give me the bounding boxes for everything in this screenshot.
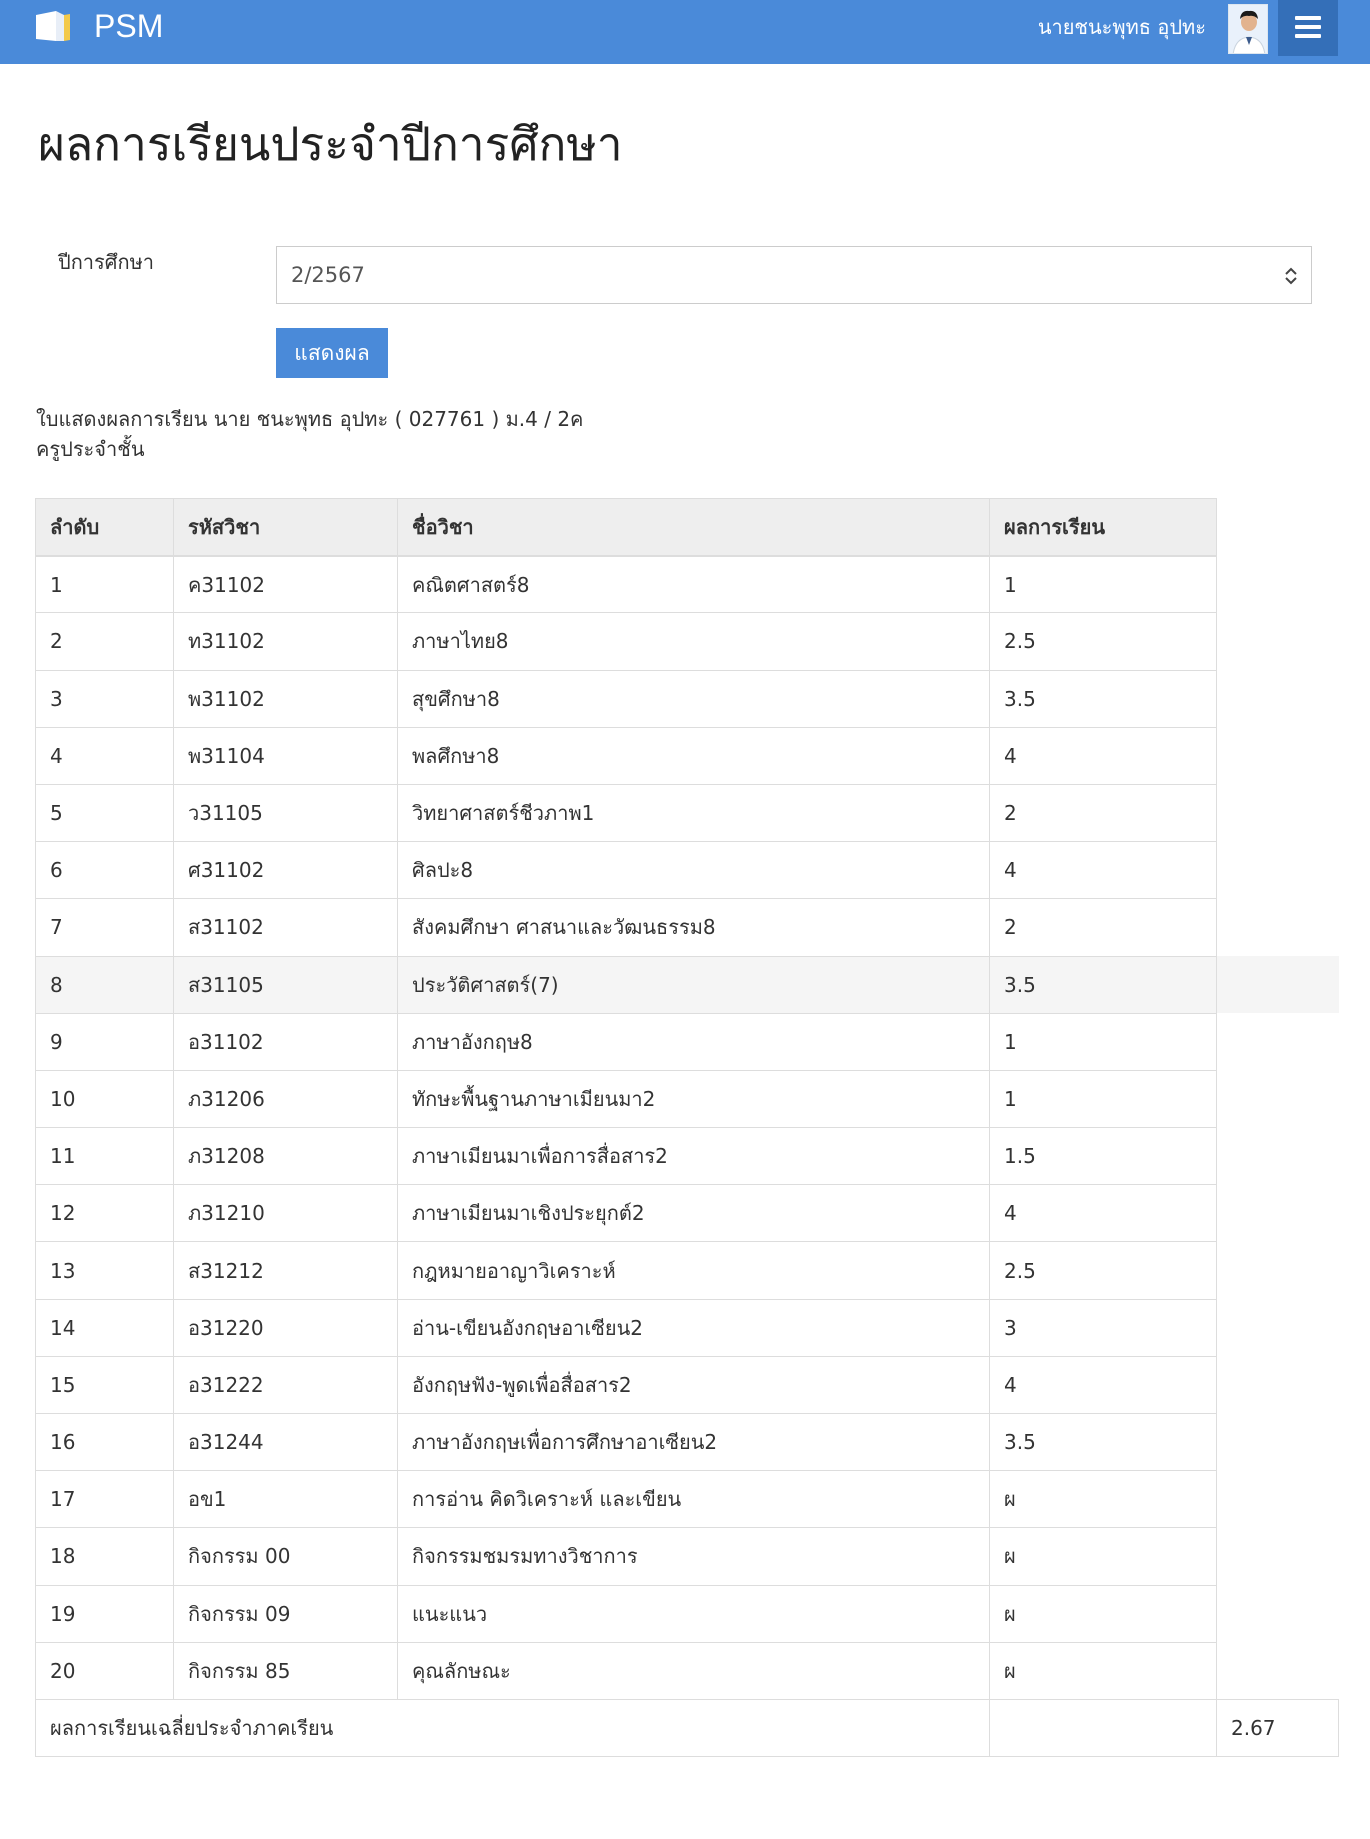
cell-name: แนะแนว [398,1585,990,1642]
row-spacer [1217,956,1339,1013]
cell-grade: 3 [990,1299,1217,1356]
cell-no: 9 [36,1013,174,1070]
row-spacer [1217,842,1339,899]
header-spacer [1217,499,1339,556]
row-spacer [1217,727,1339,784]
cell-grade: ผ [990,1528,1217,1585]
cell-code: อ31222 [174,1356,398,1413]
row-spacer [1217,1642,1339,1699]
cell-grade: 2.5 [990,613,1217,670]
cell-code: ศ31102 [174,842,398,899]
report-homeroom-teacher: ครูประจำชั้น [36,437,145,461]
avatar[interactable] [1228,4,1268,54]
table-row [36,1414,1339,1471]
table-row [36,727,1339,784]
row-spacer [1217,1013,1339,1070]
cell-code: อ31220 [174,1299,398,1356]
row-spacer [1217,1585,1339,1642]
cell-code: พ31104 [174,727,398,784]
table-row [36,1471,1339,1528]
cell-grade: 4 [990,842,1217,899]
user-photo-icon [1229,5,1268,54]
cell-no: 7 [36,899,174,956]
cell-name: ภาษาอังกฤษ8 [398,1013,990,1070]
cell-no: 20 [36,1642,174,1699]
table-header-row [36,499,1339,556]
cell-no: 17 [36,1471,174,1528]
cell-name: ภาษาเมียนมาเพื่อการสื่อสาร2 [398,1128,990,1185]
cell-no: 5 [36,784,174,841]
cell-name: สุขศึกษา8 [398,670,990,727]
cell-no: 4 [36,727,174,784]
year-select[interactable] [276,246,1312,304]
cell-name: ศิลปะ8 [398,842,990,899]
row-spacer [1217,1471,1339,1528]
cell-name: อ่าน-เขียนอังกฤษอาเซียน2 [398,1299,990,1356]
table-row [36,1642,1339,1699]
show-results-button[interactable]: แสดงผล [276,328,388,378]
row-spacer [1217,1185,1339,1242]
cell-code: ส31105 [174,956,398,1013]
row-spacer [1217,1414,1339,1471]
book-logo-icon [34,9,74,43]
cell-no: 12 [36,1185,174,1242]
cell-no: 19 [36,1585,174,1642]
table-row [36,1013,1339,1070]
menu-toggle-button[interactable] [1278,0,1338,56]
up-down-chevron-icon [1283,264,1299,288]
year-label: ปีการศึกษา [58,250,154,274]
cell-grade: 1 [990,1013,1217,1070]
row-spacer [1217,670,1339,727]
table-row [36,1242,1339,1299]
cell-no: 16 [36,1414,174,1471]
cell-grade: 1 [990,556,1217,613]
hamburger-icon-bar [1295,16,1321,20]
cell-grade: 3.5 [990,670,1217,727]
cell-grade: 2 [990,899,1217,956]
row-spacer [1217,556,1339,613]
cell-name: กิจกรรมชมรมทางวิชาการ [398,1528,990,1585]
cell-no: 11 [36,1128,174,1185]
brand-name[interactable]: PSM [94,8,164,44]
average-value: 2.67 [1217,1699,1339,1756]
cell-no: 13 [36,1242,174,1299]
cell-grade: ผ [990,1642,1217,1699]
row-spacer [1217,899,1339,956]
year-select-value: 2/2567 [291,263,365,287]
cell-code: ค31102 [174,556,398,613]
header-no[interactable]: ลำดับ [36,499,174,556]
table-row [36,1528,1339,1585]
cell-name: คณิตศาสตร์8 [398,556,990,613]
cell-code: พ31102 [174,670,398,727]
cell-code: กิจกรรม 00 [174,1528,398,1585]
cell-grade: 4 [990,1356,1217,1413]
table-row [36,899,1339,956]
cell-name: ภาษาไทย8 [398,613,990,670]
average-row [36,1699,1339,1756]
cell-name: วิทยาศาสตร์ชีวภาพ1 [398,784,990,841]
cell-code: อข1 [174,1471,398,1528]
cell-grade: ผ [990,1471,1217,1528]
table-row [36,613,1339,670]
row-spacer [1217,1299,1339,1356]
cell-name: ประวัติศาสตร์(7) [398,956,990,1013]
cell-no: 8 [36,956,174,1013]
row-spacer [1217,613,1339,670]
cell-no: 10 [36,1070,174,1127]
table-row [36,956,1339,1013]
row-spacer [1217,1528,1339,1585]
cell-code: ภ31206 [174,1070,398,1127]
cell-grade: ผ [990,1585,1217,1642]
cell-no: 2 [36,613,174,670]
cell-name: พลศึกษา8 [398,727,990,784]
cell-code: อ31244 [174,1414,398,1471]
cell-code: ว31105 [174,784,398,841]
cell-no: 14 [36,1299,174,1356]
cell-code: ส31102 [174,899,398,956]
cell-grade: 4 [990,1185,1217,1242]
cell-grade: 2.5 [990,1242,1217,1299]
page-title: ผลการเรียนประจำปีการศึกษา [38,117,623,171]
cell-code: กิจกรรม 85 [174,1642,398,1699]
cell-name: การอ่าน คิดวิเคราะห์ และเขียน [398,1471,990,1528]
cell-grade: 3.5 [990,956,1217,1013]
header-code[interactable]: รหัสวิชา [174,499,398,556]
cell-code: ภ31208 [174,1128,398,1185]
average-label: ผลการเรียนเฉลี่ยประจำภาคเรียน [36,1699,990,1756]
table-row [36,842,1339,899]
row-spacer [1217,1356,1339,1413]
table-row [36,670,1339,727]
header-name[interactable]: ชื่อวิชา [398,499,990,556]
header-grade[interactable]: ผลการเรียน [990,499,1217,556]
average-blank-cell [990,1699,1217,1756]
cell-grade: 4 [990,727,1217,784]
cell-name: อังกฤษฟัง-พูดเพื่อสื่อสาร2 [398,1356,990,1413]
top-navbar [0,0,1370,64]
table-row [36,784,1339,841]
cell-grade: 3.5 [990,1414,1217,1471]
cell-code: ภ31210 [174,1185,398,1242]
table-row [36,1070,1339,1127]
row-spacer [1217,784,1339,841]
cell-name: คุณลักษณะ [398,1642,990,1699]
row-spacer [1217,1128,1339,1185]
cell-name: ภาษาเมียนมาเชิงประยุกต์2 [398,1185,990,1242]
table-row [36,556,1339,613]
cell-grade: 1.5 [990,1128,1217,1185]
cell-name: ภาษาอังกฤษเพื่อการศึกษาอาเซียน2 [398,1414,990,1471]
user-name[interactable]: นายชนะพุทธ อุปทะ [1037,15,1206,39]
cell-no: 1 [36,556,174,613]
table-row [36,1356,1339,1413]
table-row [36,1299,1339,1356]
cell-no: 6 [36,842,174,899]
hamburger-icon-bar [1295,25,1321,29]
cell-no: 15 [36,1356,174,1413]
cell-name: สังคมศึกษา ศาสนาและวัฒนธรรม8 [398,899,990,956]
cell-code: ส31212 [174,1242,398,1299]
row-spacer [1217,1070,1339,1127]
cell-name: ทักษะพื้นฐานภาษาเมียนมา2 [398,1070,990,1127]
cell-no: 18 [36,1528,174,1585]
cell-no: 3 [36,670,174,727]
table-row [36,1185,1339,1242]
cell-code: ท31102 [174,613,398,670]
grades-table [35,498,1339,1757]
cell-name: กฎหมายอาญาวิเคราะห์ [398,1242,990,1299]
cell-code: กิจกรรม 09 [174,1585,398,1642]
table-row [36,1585,1339,1642]
row-spacer [1217,1242,1339,1299]
cell-grade: 1 [990,1070,1217,1127]
hamburger-icon-bar [1295,34,1321,38]
table-row [36,1128,1339,1185]
cell-code: อ31102 [174,1013,398,1070]
report-student-info: ใบแสดงผลการเรียน นาย ชนะพุทธ อุปทะ ( 027761 ) ม.4 / 2ค [36,407,584,431]
cell-grade: 2 [990,784,1217,841]
